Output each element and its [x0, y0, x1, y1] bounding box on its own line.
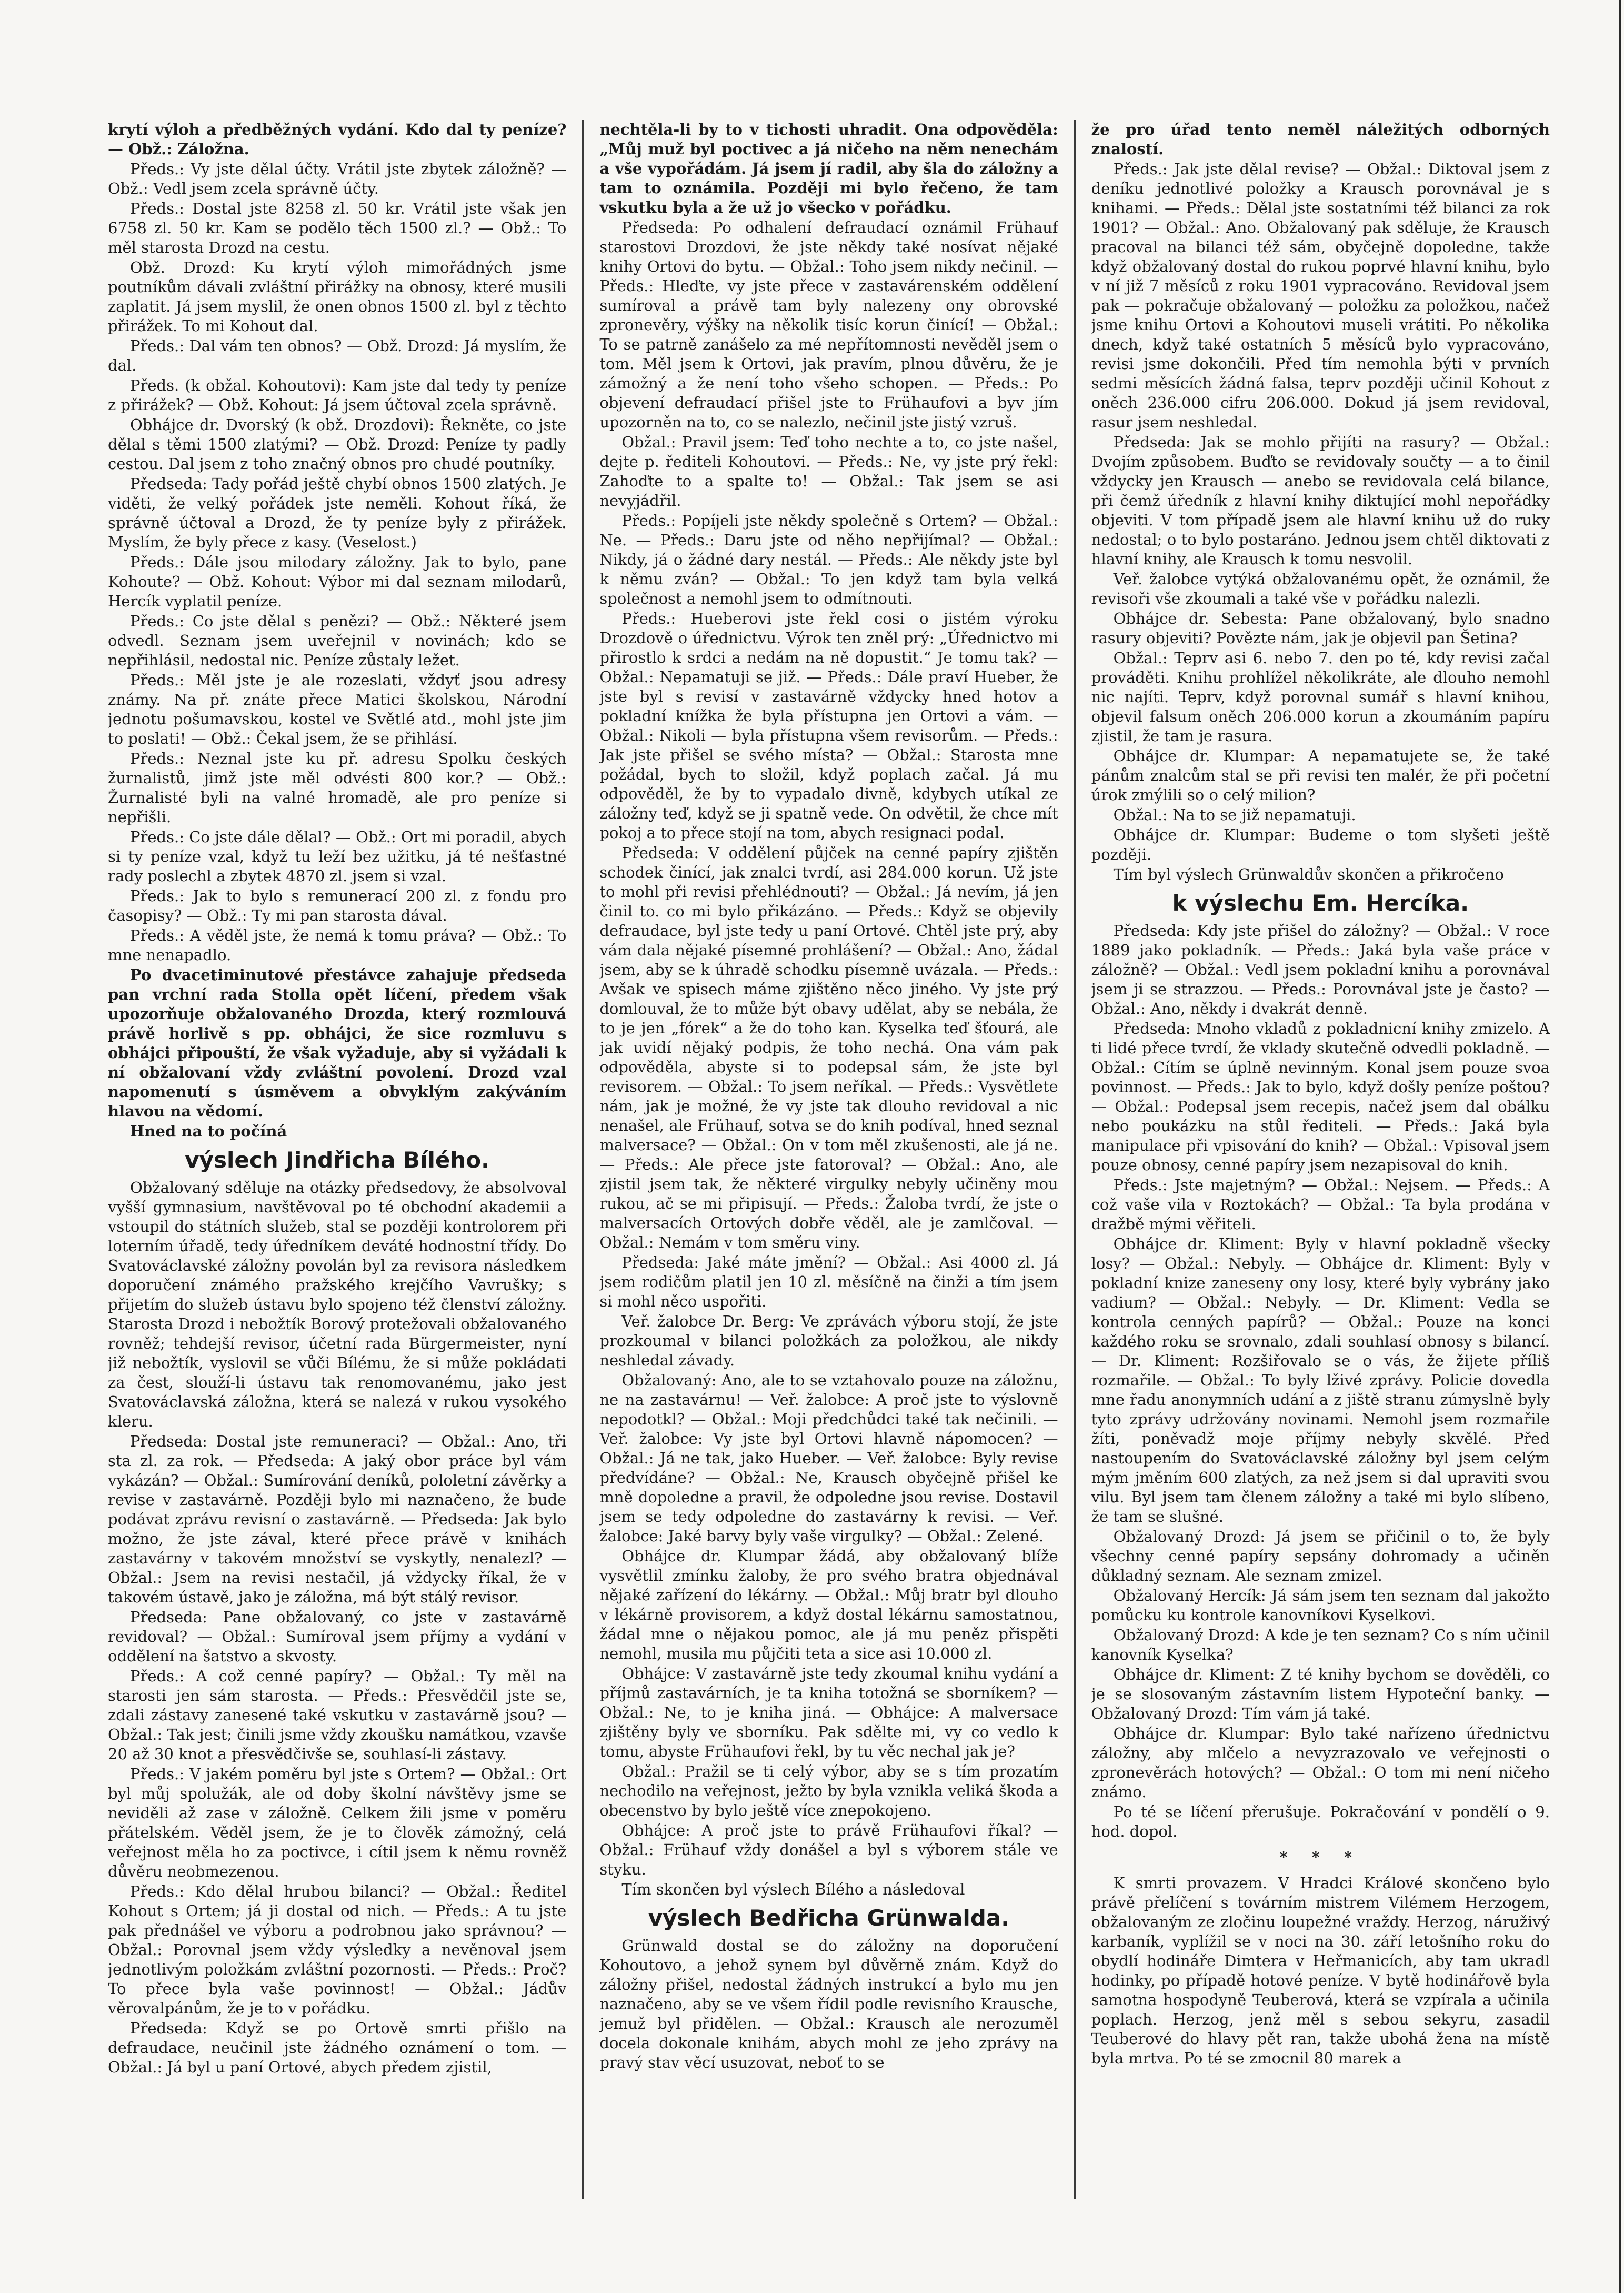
section-separator: * * * [1279, 1848, 1362, 1866]
paragraph: Předs.: Co jste dále dělal? — Obž.: Ort mi poradil, abych si ty peníze vzal, když tu leží bez užitku, já té nešťastné rady poslechl a zbytek 4870 zl. jsem si vzal. [108, 828, 567, 885]
section-heading: výslech Bedřicha Grünwalda. [648, 1905, 1010, 1931]
paragraph: Předseda: Jak se mohlo přijíti na rasury? — Obžal.: Dvojím způsobem. Buďto se revidovaly součty — a to činil vždycky jen Krausch — anebo se revidovala celá bilance, při čemž úředník z hlavní knihy diktující mohl nepořádky objeviti. V tom případě jsem ale hlavní knihu už do ruky nedostal; o to bylo postaráno. Jednou jsem chtěl diktovati z hlavní knihy, ale Krausch k tomu nesvolil. [1091, 433, 1550, 568]
paragraph: Předs.: Dostal jste 8258 zl. 50 kr. Vrátil jste však jen 6758 zl. 50 kr. Kam se podělo těch 1500 zl.? — Obž.: To měl starosta Drozd na cestu. [108, 200, 567, 256]
paragraph: Obžal.: Pravil jsem: Teď toho nechte a to, co jste našel, dejte p. řediteli Kohoutovi. — Předs.: Ne, vy jste prý řekl: Zahoďte to a spalte to! — Obžal.: Tak jsem se asi nevyjádřil. [599, 433, 1058, 510]
paragraph: Obhájce dr. Sebesta: Pane obžalovaný, bylo snadno rasury objeviti? Povězte nám, jak je objevil pan Šetina? [1091, 610, 1550, 647]
paragraph: Obhájce dr. Kliment: Z té knihy bychom se dověděli, co je se slosovaným zástavním listem Hypoteční banky. — Obžalovaný Drozd: Tím vám já také. [1091, 1666, 1550, 1722]
paragraph: Obžalovaný sděluje na otázky předsedovy, že absolvoval vyšší gymnasium, navštěvoval po té obchodní akademii a vstoupil do státních služeb, stal se později kontrolorem při loterním úřadě, tedy úředníkem deváté hodnostní třídy. Do Svatováclavské záložny povolán byl za revisora následkem doporučení známého pražského krejčího Vavrušky; s přijetím do služeb ústavu bylo spojeno též členství záložny. Starosta Drozd i nebožtík Borový protežovali obžalovaného rovněž; tehdejší revisor, účetní rada Bürgermeister, nyní již nebožtík, vyslovil se vůči Bílému, že si může pokládati za čest, slouží-li ústavu tak renomovanému, jako jest Svatováclavská záložna, která se nalezá v rukou vysokého kleru. [108, 1179, 567, 1430]
text-columns [108, 120, 1550, 2199]
paragraph: Předs.: Popíjeli jste někdy společně s Ortem? — Obžal.: Ne. — Předs.: Daru jste od něho nepřijímal? — Obžal.: Nikdy, já o žádné dary nestál. — Předs.: Ale někdy jste byl k němu zván? — Obžal.: To jen když tam byla velká společnost a nemohl jsem to odmítnouti. [599, 512, 1058, 607]
section-heading: k výslechu Em. Hercíka. [1172, 890, 1469, 916]
column-middle [599, 120, 1058, 2199]
column-divider [582, 120, 584, 2199]
paragraph: Grünwald dostal se do záložny na doporučení Kohoutovo, a jehož synem byl důvěrně znám. Když do záložny přišel, nedostal žádných instrukcí a bylo mu jen naznačeno, aby se ve všem řídil podle revisního Krausche, jemuž byl přidělen. — Obžal.: Krausch ale nerozuměl docela dokonale knihám, abych mohl ze jeho zprávy na pravý stav věcí usuzovat, neboť to se [599, 1937, 1058, 2071]
paragraph: Obžalovaný Drozd: Já jsem se přičinil o to, že byly všechny cenné papíry sepsány dohromady a učiněn důkladný seznam. Ale seznam zmizel. [1091, 1528, 1550, 1584]
paragraph: Předs.: Jak jste dělal revise? — Obžal.: Diktoval jsem z deníku jednotlivé položky a Krausch porovnával je s knihami. — Předs.: Dělal jste sostatními též bilanci za rok 1901? — Obžal.: Ano. Obžalovaný pak sděluje, že Krausch pracoval na bilanci též sám, obyčejně dopoledne, takže když obžalovaný dostal do rukou poprvé hlavní knihu, bylo v ní již 7 měsíců z roku 1901 vypracováno. Revidoval jsem pak — pokračuje obžalovaný — položku za položkou, načež jsme knihu Ortovi a Kohoutovi museli vrátiti. Po několika dnech, když také ostatních 5 měsíců bylo vypracováno, revisi jsme dokončili. Před tím nemohla býti v prvních sedmi měsících žádná falsa, teprv později učinil Kohout z oněch 236.000 cifru 206.000. Dokud já jsem revidoval, rasur jsem neshledal. [1091, 160, 1550, 431]
paragraph: Obhájce dr. Klumpar: Budeme o tom slyšeti ještě později. [1091, 826, 1550, 863]
paragraph: Předs.: Neznal jste ku př. adresu Spolku českých žurnalistů, jimž jste měl odvésti 800 kor.? — Obž.: Žurnalisté byli na valné hromadě, ale pro peníze si nepřišli. [108, 750, 567, 826]
paragraph: Po dvacetiminutové přestávce zahajuje předseda pan vrchní rada Stolla opět líčení, předem však upozorňuje obžalovaného Drozda, který rozmlouvá právě horlivě s pp. obhájci, že sice rozmluvu s obhájci připouští, že však vyžaduje, aby si vyžádali k ní obžalovaní vždy zvláštní povolení. Drozd vzal napomenutí s úsměvem a obvyklým zakýváním hlavou na vědomí. [108, 966, 567, 1120]
paragraph: Obhájce dr. Dvorský (k obž. Drozdovi): Řekněte, co jste dělal s těmi 1500 zlatými? — Obž. Drozd: Peníze ty padly cestou. Dal jsem z toho značný obnos pro chudé poutníky. [108, 416, 567, 473]
paragraph: Tím byl výslech Grünwaldův skončen a přikročeno [1113, 865, 1504, 883]
paragraph: Předseda: Pane obžalovaný, co jste v zastavárně revidoval? — Obžal.: Sumíroval jsem příjmy a vydání v oddělení na šatstvo a skvosty. [108, 1608, 567, 1665]
paragraph: Předs.: Kdo dělal hrubou bilanci? — Obžal.: Ředitel Kohout s Ortem; já ji dostal od nich. — Předs.: A tu jste pak přednášel ve výboru a podrobnou jako správnou? — Obžal.: Porovnal jsem vždy výsledky a nevěnoval jsem jednotlivým položkám zvláštní pozornosti. — Předs.: Proč? To přece byla vaše povinnost! — Obžal.: Jádův věrovalpánům, že je to v pořádku. [108, 1882, 567, 2017]
paragraph: Obžalovaný Hercík: Já sám jsem ten seznam dal jakožto pomůcku ku kontrole kanovníkovi Kyselkovi. [1091, 1587, 1550, 1624]
paragraph: Obžal.: Na to se již nepamatuji. [1113, 806, 1356, 824]
paragraph: Obžalovaný: Ano, ale to se vztahovalo pouze na záložnu, ne na zastavárnu! — Veř. žalobce: A proč jste to výslovně nepodotkl? — Obžal.: Moji předchůdci také tak nečinili. — Veř. žalobce: Vy jste byl Ortovi hlavně nápomocen? — Obžal.: Já ne tak, jako Hueber. — Veř. žalobce: Byly revise předvídáne? — Obžal.: Ne, Krausch obyčejně přišel ke mně dopoledne a pravil, že odpoledne jsou revise. Dostavil jsem se tedy odpoledne do zastavárny k revisi. — Veř. žalobce: Jaké barvy byly vaše virgulky? — Obžal.: Zelené. [599, 1371, 1058, 1545]
paragraph: Předs. (k obžal. Kohoutovi): Kam jste dal tedy ty peníze z přirážek? — Obž. Kohout: Já jsem účtoval zcela správně. [108, 376, 567, 414]
paragraph: Předs.: Jak to bylo s remunerací 200 zl. z fondu pro časopisy? — Obž.: Ty mi pan starosta dával. [108, 887, 567, 924]
paragraph: Předs.: Měl jste je ale rozeslati, vždyť jsou adresy známy. Na př. znáte přece Matici školskou, Národní jednotu pošumavskou, kostel ve Světlé atd., mohl jste jim to poslati! — Obž.: Čekal jsem, že se přihlásí. [108, 671, 567, 747]
paragraph: Předs.: V jakém poměru byl jste s Ortem? — Obžal.: Ort byl můj spolužák, ale od doby školní návštěvy jsme se neviděli až zase v záložně. Celkem žili jsme v poměru přátelském. Věděl jsem, že je to člověk zámožný, celá veřejnost měla ho za poctivce, i cítil jsem k němu rovněž důvěru neobmezenou. [108, 1765, 567, 1880]
paragraph: Obžalovaný Drozd: A kde je ten seznam? Co s ním učinil kanovník Kyselka? [1091, 1626, 1550, 1663]
paragraph: Hned na to počíná [130, 1122, 287, 1140]
paragraph: Obžal.: Teprv asi 6. nebo 7. den po té, kdy revisi začal prováděti. Knihu prohlížel několikráte, ale dlouho nemohl nic najíti. Teprv, když porovnal sumář s hlavní knihou, objevil falsum oněch 206.000 korun a zkoumáním papíru zjistil, že tam je rasura. [1091, 649, 1550, 745]
paragraph: Obhájce dr. Kliment: Byly v hlavní pokladně všecky losy? — Obžal.: Nebyly. — Obhájce dr. Kliment: Byly v pokladní knize zaneseny ony losy, které byly vybrány jako vadium? — Obžal.: Nebyly. — Dr. Kliment: Vedla se kontrola cenných papírů? — Obžal.: Pouze na konci každého roku se srovnalo, zdali souhlasí obnosy s bilancí. — Dr. Kliment: Rozšiřovalo se o vás, že žijete příliš rozmařile. — Obžal.: To byly lživé zprávy. Policie dovedla mne řadu anonymních udání a z jiště stranu zúmyslně byly tyto zprávy udržovány novinami. Nemohl jsem rozmařile žíti, poněvadž moje příjmy nebyly skvělé. Před nastoupením do Svatováclavské záložny byl jsem celým mým jměním 600 zlatých, za než jsem si dal upraviti svou vilu. Byl jsem tam členem záložny a také mi bylo slíbeno, že tam se slušné. [1091, 1235, 1550, 1526]
paragraph: Veř. žalobce vytýká obžalovanému opět, že oznámil, že revisoři vše zkoumali a také vše v pořádku nalezli. [1091, 570, 1550, 607]
paragraph: Předs.: Co jste dělal s penězi? — Obž.: Některé jsem odvedl. Seznam jsem uveřejnil v novinách; kdo se nepřihlásil, nedostal nic. Peníze zůstaly ležet. [108, 612, 567, 669]
paragraph: Obhájce dr. Klumpar žádá, aby obžalovaný blíže vysvětlil zmínku žaloby, že pro svého bratra objednával nějaké zařízení do lékárny. — Obžal.: Můj bratr byl dlouho v lékárně provisorem, a když dostal lékárnu samostatnou, žádal mne o nějakou pomoc, ale já mu peněz přispěti nemohl, musila mu půjčiti teta a sice asi 10.000 zl. [599, 1547, 1058, 1662]
paragraph: nechtěla-li by to v tichosti uhradit. Ona odpověděla: „Můj muž byl poctivec a já ničeho na něm nenechám a vše vypořádám. Já jsem jí radil, aby šla do záložny a tam to oznámila. Později mi bylo řečeno, že tam vskutku byla a že už jo všecko v pořádku. [599, 121, 1058, 216]
column-right [1091, 120, 1550, 2199]
paragraph: krytí výloh a předběžných vydání. Kdo dal ty peníze? — Obž.: Záložna. [108, 121, 567, 158]
paragraph: Předseda: Dostal jste remuneraci? — Obžal.: Ano, tři sta zl. za rok. — Předseda: A jaký obor práce byl vám vykázán? — Obžal.: Sumírování deníků, pololetní závěrky a revise v zastavárně. Později bylo mi naznačeno, že bude podávat zprávu revisní o zastavárně. — Předseda: Jak bylo možno, že jste zával, které přece právě v knihách zastavárny v takovém množství se vyskytly, nenalezl? — Obžal.: Jsem na revisi nestačil, já vždycky říkal, že v takovém ústavě, jako je záložna, má být stálý revisor. [108, 1432, 567, 1606]
column-left [108, 120, 566, 2199]
paragraph: K smrti provazem. V Hradci Králové skončeno bylo právě přelíčení s továrním mistrem Vilémem Herzogem, obžalovaným ze zločinu loupežné vraždy. Herzog, náruživý karbaník, vyplížil se v noci na 30. září letošního roku do obydlí hodináře Dimtera v Heřmanicích, aby tam ukradl hodinky, po případě hotové peníze. V bytě hodinářově byla samotna hospodyně Teuberová, která se vzpírala a učinila poplach. Herzog, jenž měl s sebou sekyru, zasadil Teuberové do hlavy pět ran, takže ubohá žena na místě byla mrtva. Po té se zmocnil 80 marek a [1091, 1874, 1550, 2067]
paragraph: Po té se líčení přerušuje. Pokračování v pondělí o 9. hod. dopol. [1091, 1803, 1550, 1840]
paragraph: Tím skončen byl výslech Bílého a následoval [621, 1880, 965, 1898]
paragraph: Předs.: Hueberovi jste řekl cosi o jistém výroku Drozdově o úřednictvu. Výrok ten zněl prý: „Úřednictvo mi přirostlo k srdci a nedám na ně dopustit.“ Je tomu tak? — Obžal.: Nepamatuji se již. — Předs.: Dále praví Hueber, že jste byl s revisí v zastavárně vždycky hned hotov a pokladní knížka že byla přístupna jen Ortovi a vám. — Obžal.: Nikoli — byla přístupna všem revisorům. — Předs.: Jak jste přišel se svého místa? — Obžal.: Starosta mne požádal, bych to složil, když poplach začal. Já mu odpověděl, že by to vypadalo divně, kdybych utíkal ze záložny teď, když se ji spatně vede. On odvětil, že chce mít pokoj a to přece stojí na tom, abych resignaci podal. [599, 610, 1058, 842]
paragraph: Obhájce: A proč jste to právě Frühaufovi říkal? — Obžal.: Frühauf vždy donášel a byl s výborem stále ve styku. [599, 1821, 1058, 1878]
paragraph: Předseda: Mnoho vkladů z pokladnicní knihy zmizelo. A ti lidé přece tvrdí, že vklady skutečně odvedli pokladně. — Obžal.: Cítím se úplně nevinným. Konal jsem pouze svoa povinnost. — Předs.: Jak to bylo, když došly peníze poštou? — Obžal.: Podepsal jsem recepis, načež jsem dal obálku nebo poukázku na stůl řediteli. — Předs.: Jaká byla manipulace při vpisování do knih? — Obžal.: Vpisoval jsem pouze obnosy, cenné papíry jsem nezapisoval do knih. [1091, 1020, 1550, 1174]
paragraph: Předseda: V oddělení půjček na cenné papíry zjištěn schodek činící, jak znalci tvrdí, asi 284.000 korun. Už jste to mohl při revisi přehlédnouti? — Obžal.: Já nevím, já jen činil to. co mi bylo přikázáno. — Předs.: Když se objevily defraudace, byl jste tedy u paní Ortové. Chtěl jste prý, aby vám dala nějaké písemné prohlášení? — Obžal.: Ano, žádal jsem, aby se k úhradě schodku písemně uvázala. — Předs.: Avšak ve spisech máme zjištěno něco jiného. Vy jste prý domlouval, že to může být obavy udělat, aby se nebála, že to je jen „fórek“ a že do toho kan. Kyselka teď šťourá, ale jak uvidí nějaký podpis, že toho nechá. Ona vám pak odpověděla, abyste si to podepsal sám, že jste byl revisorem. — Obžal.: To jsem neříkal. — Předs.: Vysvětlete nám, jak je možné, že vy jste tak dlouho revidoval a nic nenašel, ale Frühauf, sotva se do knih podíval, hned seznal malversace? — Obžal.: On v tom měl zkušenosti, ale já ne. — Předs.: Ale přece jste fatoroval? — Obžal.: Ano, ale zjistil jsem tak, že některé virgulky nebyly učiněny mou rukou, ač se mi připisují. — Předs.: Žaloba tvrdí, že jste o malversacích Ortových dobře věděl, ale je zamlčoval. — Obžal.: Nemám v tom směru viny. [599, 844, 1058, 1251]
paragraph: Obžal.: Pražil se ti celý výbor, aby se s tím prozatím nechodilo na veřejnost, ježto by byla vznikla veliká škoda a obecenstvo by bylo ještě více znepokojeno. [599, 1762, 1058, 1819]
page-border [1619, 0, 1621, 2293]
paragraph: Předseda: Jaké máte jmění? — Obžal.: Asi 4000 zl. Já jsem rodičům platil jen 10 zl. měsíčně na činži a tím jsem si mohl něco uspořiti. [599, 1253, 1058, 1310]
paragraph: že pro úřad tento neměl náležitých odborných znalostí. [1091, 121, 1550, 158]
paragraph: Předseda: Po odhalení defraudací oznámil Frühauf starostovi Drozdovi, že jste někdy také nosívat nějaké knihy Ortovi do bytu. — Obžal.: Toho jsem nikdy nečinil. — Předs.: Hleďte, vy jste přece v zastavárenském oddělení sumíroval a právě tam byly nalezeny ony obrovské zpronevěry, výšky na několik tisíc korun činící! — Obžal.: To se patrně zanášelo za mé nepřítomnosti nevěděl jsem o tom. Měl jsem k Ortovi, jak pravím, plnou důvěru, že je zámožný a že není toho všeho schopen. — Předs.: Po objevení defraudací přišel jste to Frühaufovi a byv jím upozorněn na to, co se nalezlo, nečinil jste jistý vzruš. [599, 218, 1058, 431]
paragraph: Obhájce dr. Klumpar: Bylo také nařízeno úřednictvu záložny, aby mlčelo a nevyzrazovalo ve veřejnosti o zpronevěrách hotových? — Obžal.: O tom mi není ničeho známo. [1091, 1724, 1550, 1801]
paragraph: Předs.: Dal vám ten obnos? — Obž. Drozd: Já myslím, že dal. [108, 337, 567, 374]
paragraph: Předseda: Když se po Ortově smrti přišlo na defraudace, neučinil jste žádného oznámení o tom. — Obžal.: Já byl u paní Ortové, abych předem zjistil, [108, 2019, 567, 2076]
paragraph: Veř. žalobce Dr. Berg: Ve zprávách výboru stojí, že jste prozkoumal v bilanci položkách za položkou, ale nikdy neshledal závady. [599, 1312, 1058, 1369]
paragraph: Předs.: A což cenné papíry? — Obžal.: Ty měl na starosti jen sám starosta. — Předs.: Přesvědčil jste se, zdali zástavy zanesené také vskutku v zastavárně jsou? — Obžal.: Tak jest; činili jsme vždy zkoušku namátkou, vzavše 20 až 30 knot a přesvědčivše se, souhlasí-li zástavy. [108, 1667, 567, 1763]
paragraph: Obhájce: V zastavárně jste tedy zkoumal knihu vydání a příjmů zastavárních, je ta kniha totožná se sborníkem? — Obžal.: Ne, to je kniha jiná. — Obhájce: A malversace zjištěny byly ve sborníku. Pak sdělte mi, vy co vedlo k tomu, abyste Frühaufovi řekl, by tu věc nechal jak je? [599, 1664, 1058, 1760]
paragraph: Předs.: Vy jste dělal účty. Vrátil jste zbytek záložně? — Obž.: Vedl jsem zcela správně účty. [108, 160, 567, 197]
paragraph: Obž. Drozd: Ku krytí výloh mimořádných jsme poutníkům dávali zvláštní přirážky na obnosy, které musili zaplatit. Já jsem myslil, že onen obnos 1500 zl. byl z těchto přirážek. To mi Kohout dal. [108, 258, 567, 335]
paragraph: Předs.: Jste majetným? — Obžal.: Nejsem. — Předs.: A což vaše vila v Roztokách? — Obžal.: Ta byla prodána v dražbě mými věřiteli. [1091, 1176, 1550, 1233]
section-heading: výslech Jindřicha Bílého. [185, 1147, 490, 1173]
paragraph: Předseda: Kdy jste přišel do záložny? — Obžal.: V roce 1889 jako pokladník. — Předs.: Jaká byla vaše práce v záložně? — Obžal.: Vedl jsem pokladní knihu a porovnával jsem ji se strazzou. — Předs.: Porovnával jste je často? — Obžal.: Ano, někdy i dvakrát denně. [1091, 922, 1550, 1018]
column-divider [1074, 120, 1076, 2199]
paragraph: Předseda: Tady pořád ještě chybí obnos 1500 zlatých. Je viděti, že velký pořádek jste neměli. Kohout říká, že správně účtoval a Drozd, že ty peníze byly z přirážek. Myslím, že byly přece z kasy. (Veselost.) [108, 475, 567, 551]
paragraph: Předs.: Dále jsou milodary záložny. Jak to bylo, pane Kohoute? — Obž. Kohout: Výbor mi dal seznam milodarů, Hercík vyplatil peníze. [108, 553, 567, 610]
paragraph: Předs.: A věděl jste, že nemá k tomu práva? — Obž.: To mne nenapadlo. [108, 926, 567, 964]
paragraph: Obhájce dr. Klumpar: A nepamatujete se, že také pánům znalcům stal se při revisi ten malér, že při početní úrok zmýlili so o celý milion? [1091, 747, 1550, 804]
